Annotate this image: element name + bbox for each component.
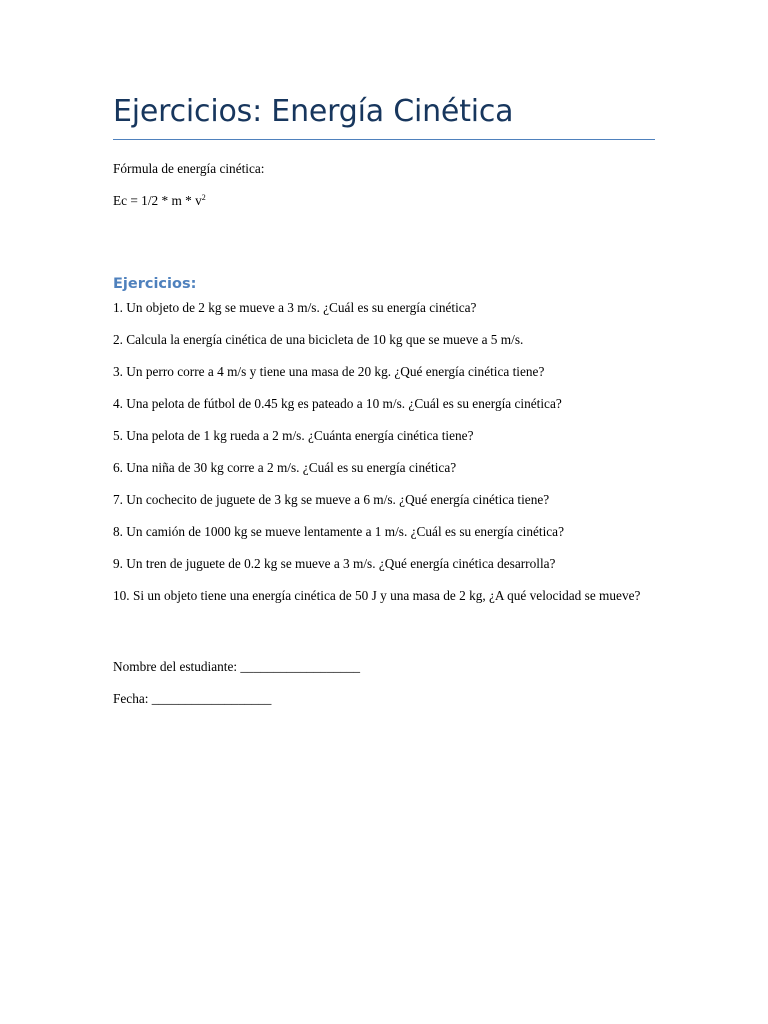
exercise-item: 6. Una niña de 30 kg corre a 2 m/s. ¿Cuál es su energía cinética? xyxy=(113,460,457,475)
formula xyxy=(113,193,206,209)
exercise-item: 9. Un tren de juguete de 0.2 kg se mueve a 3 m/s. ¿Qué energía cinética desarrolla? xyxy=(113,556,556,571)
title-underline xyxy=(113,139,655,140)
formula-base: Ec = 1/2 * m * v xyxy=(113,193,202,208)
exercises-heading: Ejercicios: xyxy=(113,276,197,292)
exercise-item: 1. Un objeto de 2 kg se mueve a 3 m/s. ¿Cuál es su energía cinética? xyxy=(113,300,477,315)
exercise-item: 10. Si un objeto tiene una energía cinética de 50 J y una masa de 2 kg, ¿A qué velocidad se mueve? xyxy=(113,588,641,603)
exercise-item: 3. Un perro corre a 4 m/s y tiene una masa de 20 kg. ¿Qué energía cinética tiene? xyxy=(113,364,545,379)
student-name-field: Nombre del estudiante: __________________ xyxy=(113,659,361,674)
exercise-item: 4. Una pelota de fútbol de 0.45 kg es pateado a 10 m/s. ¿Cuál es su energía cinética? xyxy=(113,396,562,411)
exercise-item: 7. Un cochecito de juguete de 3 kg se mueve a 6 m/s. ¿Qué energía cinética tiene? xyxy=(113,492,550,507)
exercise-item: 5. Una pelota de 1 kg rueda a 2 m/s. ¿Cuánta energía cinética tiene? xyxy=(113,428,474,443)
exercise-item: 2. Calcula la energía cinética de una bicicleta de 10 kg que se mueve a 5 m/s. xyxy=(113,332,524,347)
exercise-item: 8. Un camión de 1000 kg se mueve lentamente a 1 m/s. ¿Cuál es su energía cinética? xyxy=(113,524,564,539)
document-title: Ejercicios: Energía Cinética xyxy=(113,94,514,129)
formula-exponent: 2 xyxy=(201,193,206,202)
date-field: Fecha: __________________ xyxy=(113,691,272,706)
formula-label: Fórmula de energía cinética: xyxy=(113,161,265,176)
